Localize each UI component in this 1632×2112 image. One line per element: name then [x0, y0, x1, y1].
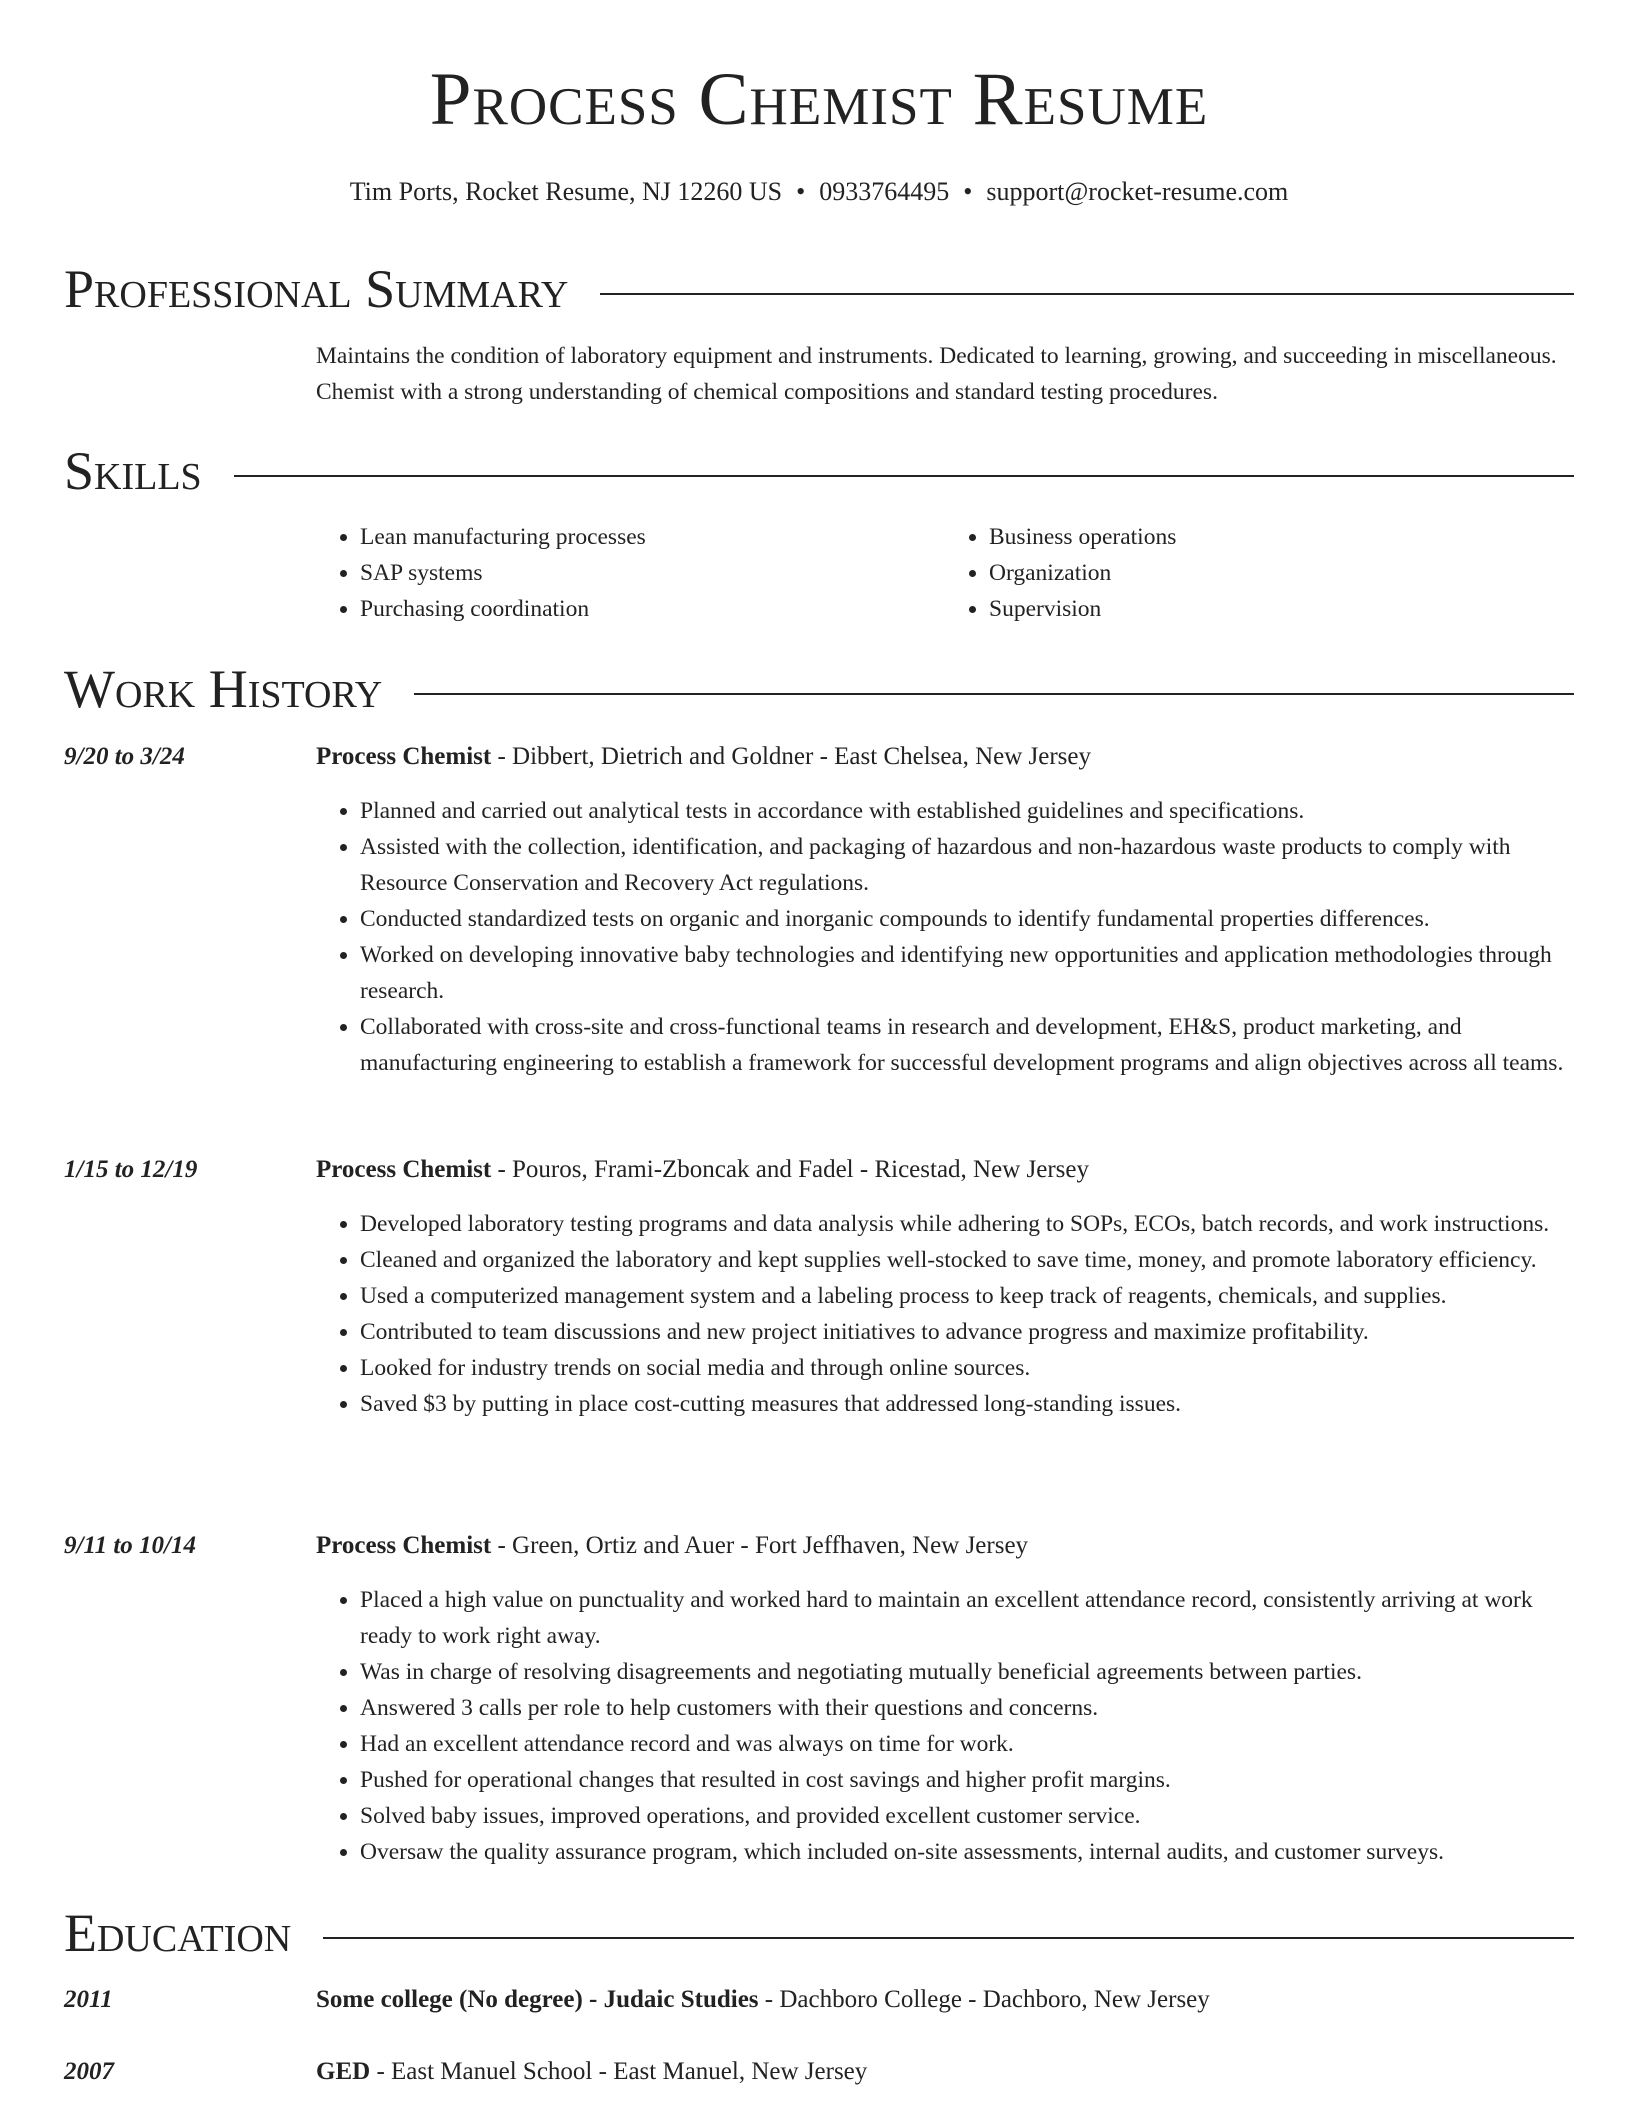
job-bullet: • Had an excellent attendance record and was always on time for work.: [360, 1726, 1574, 1762]
job-bullet: • Cleaned and organized the laboratory and kept supplies well-stocked to save time, money, and promote laboratory efficiency.: [360, 1242, 1574, 1278]
job-dates: 9/20 to 3/24: [64, 743, 185, 770]
job-role: Process Chemist: [316, 743, 492, 770]
education-entry: [316, 2054, 867, 2090]
section-header-skills: [64, 441, 1574, 501]
section-divider: [323, 1937, 1574, 1939]
education-year: 2011: [64, 1986, 113, 2013]
skills-column-right: [945, 519, 1574, 627]
job-bullet: • Answered 3 calls per role to help customers with their questions and concerns.: [360, 1690, 1574, 1726]
section-divider: [600, 293, 1574, 295]
education-entry: [316, 1982, 1210, 2018]
job-bullets: [316, 793, 1574, 1081]
job-bullet: • Planned and carried out analytical tests in accordance with established guidelines and specifications.: [360, 793, 1574, 829]
job-role: Process Chemist: [316, 1156, 492, 1183]
section-title-summary: Professional Summary: [64, 259, 569, 319]
job-heading: [316, 1152, 1089, 1188]
job-bullet: • Looked for industry trends on social media and through online sources.: [360, 1350, 1574, 1386]
job-details: - Dibbert, Dietrich and Goldner - East Chelsea, New Jersey: [491, 743, 1092, 770]
education-year: 2007: [64, 2058, 114, 2085]
job-bullet: • Was in charge of resolving disagreements and negotiating mutually beneficial agreements between parties.: [360, 1654, 1574, 1690]
job-bullet: • Saved $3 by putting in place cost-cutting measures that addressed long-standing issues.: [360, 1386, 1574, 1422]
skills-block: [316, 519, 1574, 627]
job-bullet: • Placed a high value on punctuality and worked hard to maintain an excellent attendance record, consistently arriving at work ready to work right away.: [360, 1582, 1574, 1654]
job-bullet: • Collaborated with cross-site and cross-functional teams in research and development, EH&S, product marketing, and manufacturing engineering to establish a framework for successful development programs and align objectives across all teams.: [360, 1009, 1574, 1081]
section-header-summary: [64, 259, 1574, 319]
job-details: - Pouros, Frami-Zboncak and Fadel - Ricestad, New Jersey: [491, 1156, 1089, 1183]
skills-grid: [316, 519, 1574, 627]
job-dates: 9/11 to 10/14: [64, 1532, 196, 1559]
job-bullet: • Oversaw the quality assurance program, which included on-site assessments, internal audits, and customer surveys.: [360, 1834, 1574, 1870]
section-title-skills: Skills: [64, 441, 202, 501]
job-details: - Green, Ortiz and Auer - Fort Jeffhaven, New Jersey: [491, 1532, 1029, 1559]
summary-block: [316, 338, 1574, 410]
job-role: Process Chemist: [316, 1532, 492, 1559]
contact-email: support@rocket-resume.com: [986, 177, 1289, 206]
education-degree: Some college (No degree) - Judaic Studies: [316, 1986, 759, 2013]
job-bullet: • Solved baby issues, improved operations, and provided excellent customer service.: [360, 1798, 1574, 1834]
summary-text: Maintains the condition of laboratory equipment and instruments. Dedicated to learning, growing, and succeeding in miscellaneous. Chemist with a strong understanding of chemical compositions and standard testing procedures.: [316, 343, 1557, 405]
job-bullets: [316, 1582, 1574, 1870]
job-bullet: • Used a computerized management system and a labeling process to keep track of reagents, chemicals, and supplies.: [360, 1278, 1574, 1314]
education-degree: GED: [316, 2058, 371, 2085]
job-bullet: • Developed laboratory testing programs and data analysis while adhering to SOPs, ECOs, batch records, and work instructions.: [360, 1206, 1574, 1242]
section-divider: [414, 693, 1574, 695]
contact-separator: •: [796, 177, 806, 206]
skill-item: • Business operations: [989, 519, 1574, 555]
job-heading: [316, 1528, 1028, 1564]
job-bullet: • Pushed for operational changes that resulted in cost savings and higher profit margins.: [360, 1762, 1574, 1798]
contact-phone: 0933764495: [819, 177, 950, 206]
job-bullet: • Conducted standardized tests on organic and inorganic compounds to identify fundamental properties differences.: [360, 901, 1574, 937]
education-details: - East Manuel School - East Manuel, New Jersey: [370, 2058, 868, 2085]
job-bullet: • Assisted with the collection, identification, and packaging of hazardous and non-hazardous waste products to comply with Resource Conservation and Recovery Act regulations.: [360, 829, 1574, 901]
job-dates: 1/15 to 12/19: [64, 1156, 198, 1183]
skill-item: • Purchasing coordination: [360, 591, 945, 627]
education-details: - Dachboro College - Dachboro, New Jersey: [758, 1986, 1210, 2013]
contact-address: Tim Ports, Rocket Resume, NJ 12260 US: [349, 177, 783, 206]
job-bullet: • Contributed to team discussions and new project initiatives to advance progress and maximize profitability.: [360, 1314, 1574, 1350]
skills-column-left: [316, 519, 945, 627]
skill-item: • Organization: [989, 555, 1574, 591]
skill-item: • Supervision: [989, 591, 1574, 627]
contact-separator: •: [963, 177, 973, 206]
contact-line: [64, 176, 1574, 208]
section-title-work: Work History: [64, 659, 383, 719]
section-title-education: Education: [64, 1903, 292, 1963]
job-bullets: [316, 1206, 1574, 1422]
job-heading: [316, 739, 1091, 775]
section-divider: [234, 475, 1574, 477]
section-header-work: [64, 659, 1574, 719]
section-header-education: [64, 1903, 1574, 1963]
job-bullet: • Worked on developing innovative baby technologies and identifying new opportunities and application methodologies through research.: [360, 937, 1574, 1009]
resume-title: Process Chemist Resume: [429, 58, 1209, 141]
skill-item: • Lean manufacturing processes: [360, 519, 945, 555]
skill-item: • SAP systems: [360, 555, 945, 591]
